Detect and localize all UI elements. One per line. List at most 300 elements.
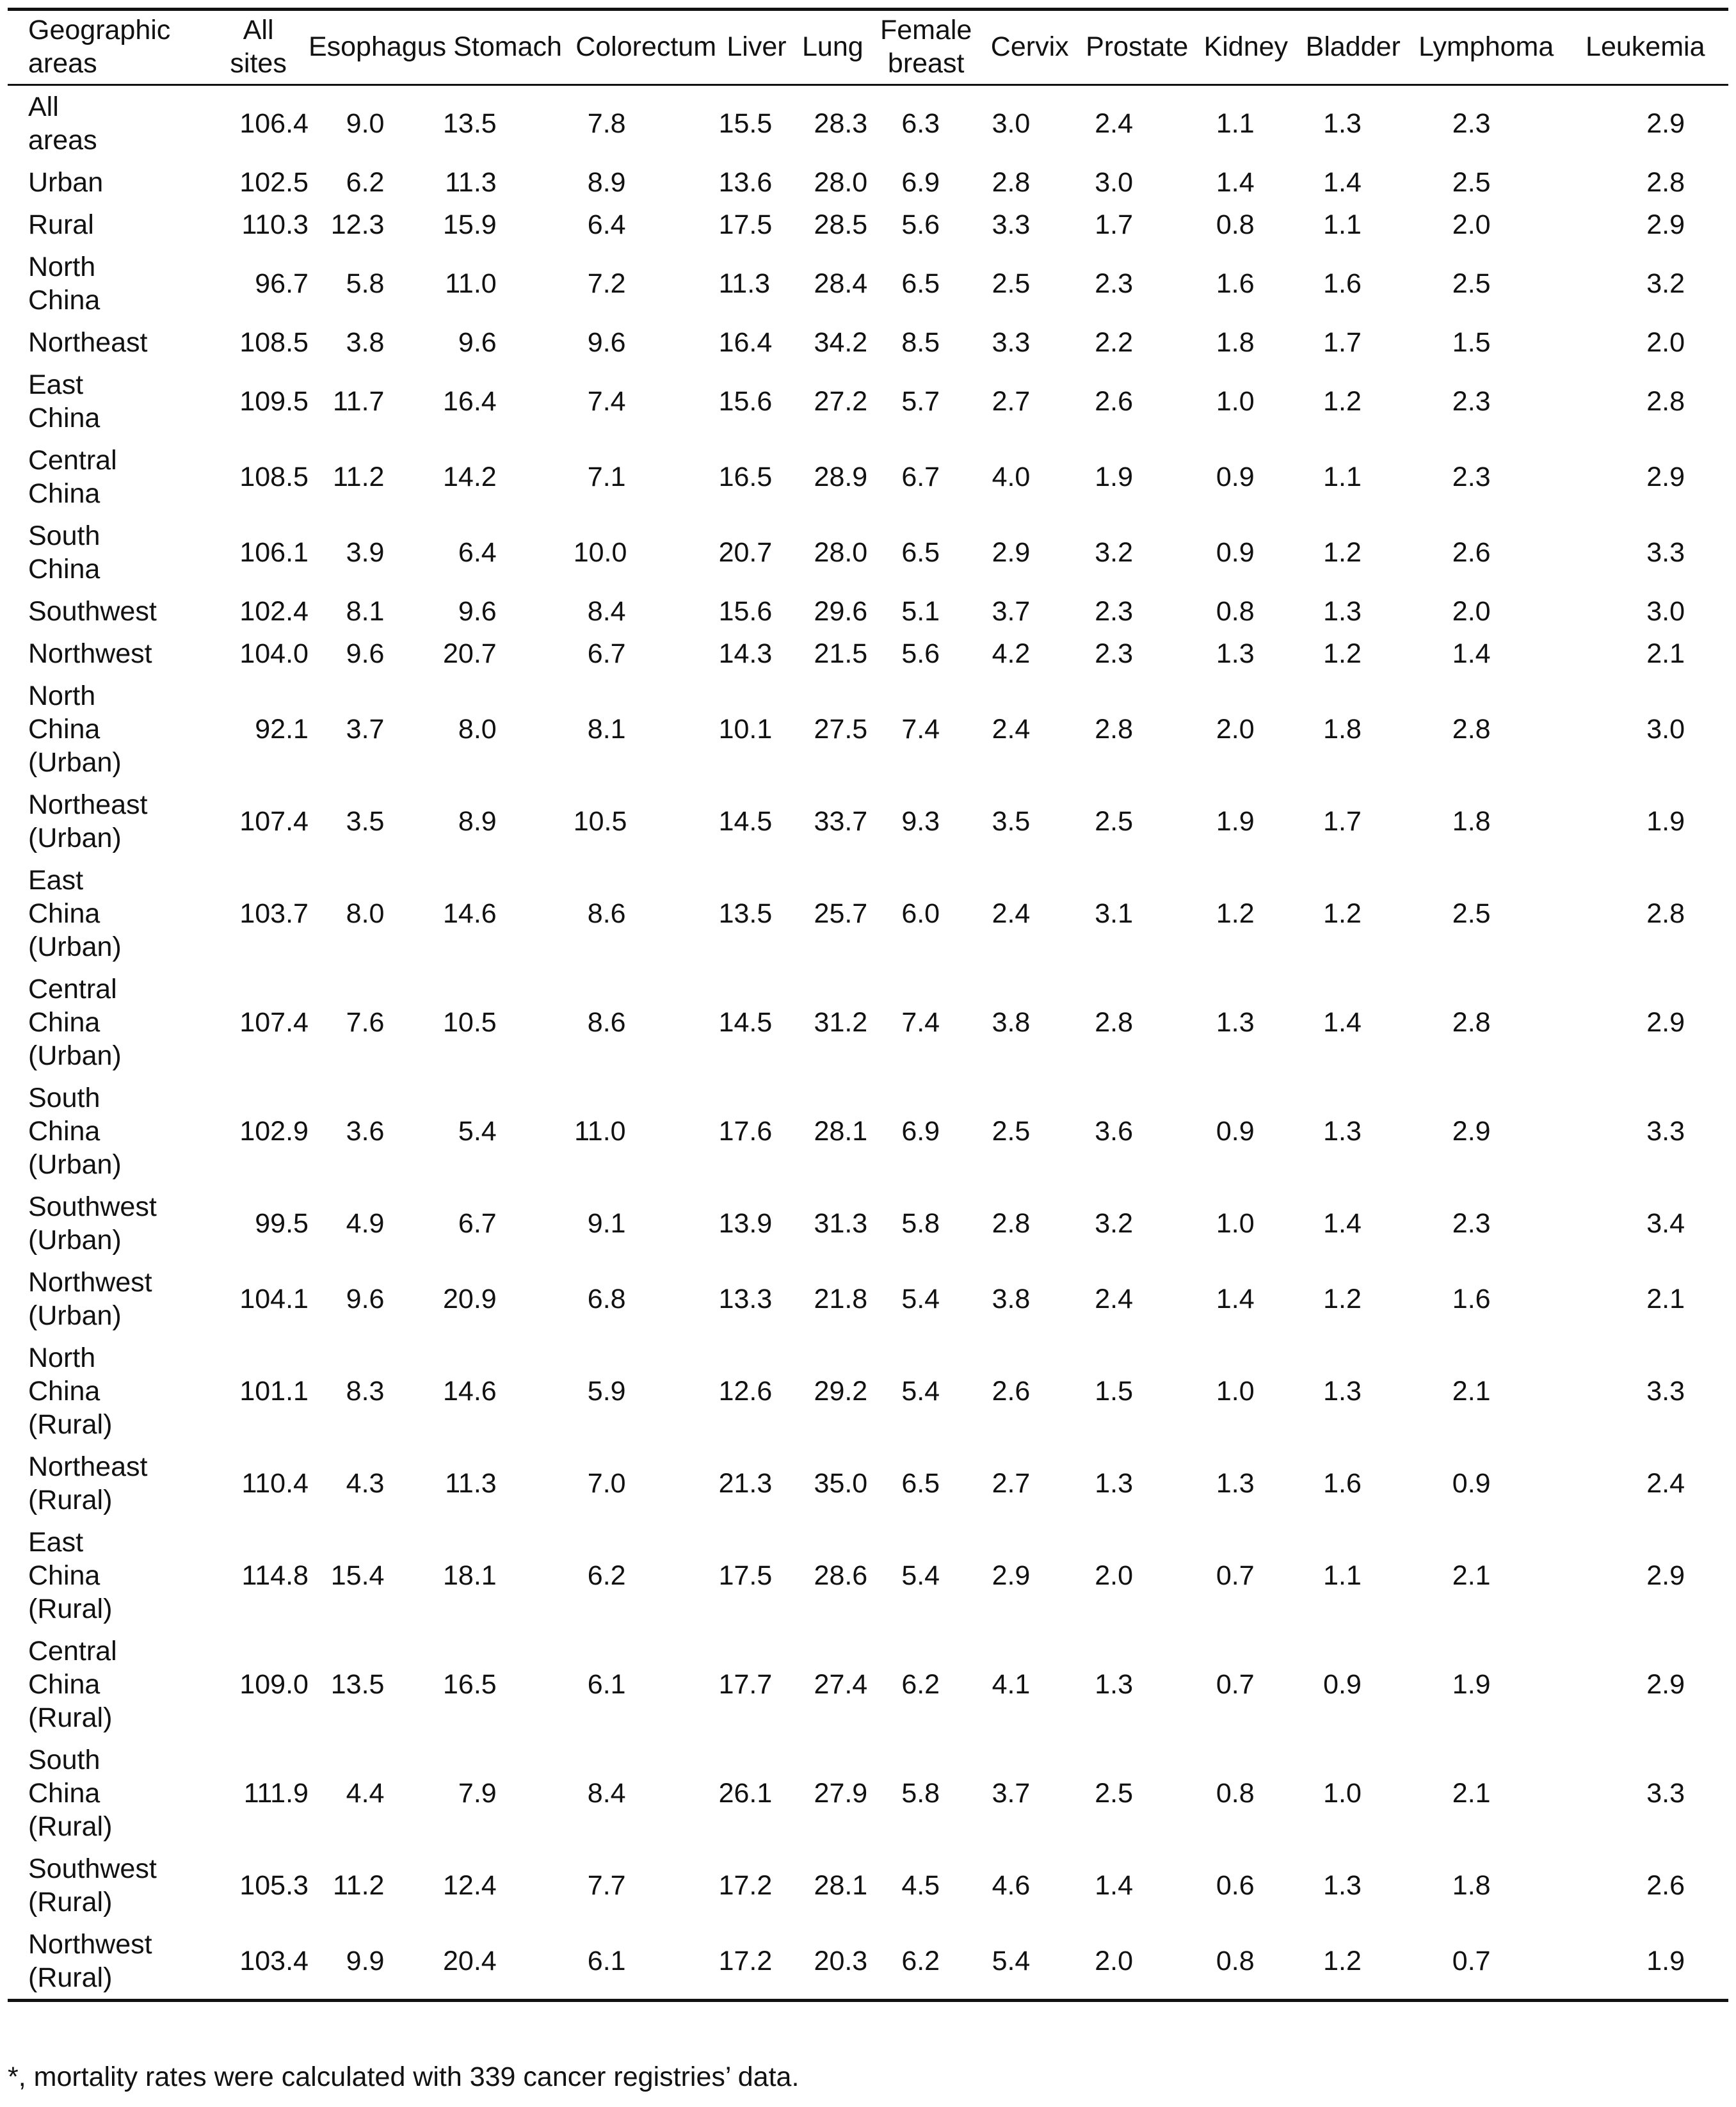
value-cell-leukemia: 3.0 xyxy=(1646,714,1685,745)
area-cell: East China xyxy=(28,369,100,433)
value-cell-all-sites: 101.1 xyxy=(239,1376,309,1407)
area-cell: Central China (Rural) xyxy=(28,1636,117,1733)
value-cell-kidney: 0.9 xyxy=(1216,537,1255,568)
area-cell: South China (Urban) xyxy=(28,1083,122,1180)
value-cell-lung: 28.9 xyxy=(814,462,868,492)
value-cell-cervix: 4.2 xyxy=(992,638,1031,669)
value-cell-lung: 31.2 xyxy=(814,1007,868,1038)
value-cell-kidney: 0.9 xyxy=(1216,1116,1255,1147)
value-cell-female-breast: 6.5 xyxy=(901,1468,940,1499)
value-cell-cervix: 2.9 xyxy=(992,537,1031,568)
table-row xyxy=(8,859,1728,968)
value-cell-lung: 25.7 xyxy=(814,898,868,929)
value-cell-esophagus: 7.6 xyxy=(346,1007,385,1038)
value-cell-liver: 14.5 xyxy=(718,806,773,837)
value-cell-bladder: 1.3 xyxy=(1323,1116,1362,1147)
value-cell-all-sites: 110.4 xyxy=(241,1468,309,1499)
value-cell-female-breast: 5.4 xyxy=(901,1376,940,1407)
value-cell-lung: 28.0 xyxy=(814,537,868,568)
table-row xyxy=(8,204,1728,246)
value-cell-esophagus: 8.3 xyxy=(346,1376,385,1407)
area-cell: Urban xyxy=(28,167,104,198)
value-cell-lymphoma: 2.5 xyxy=(1452,167,1491,198)
value-cell-prostate: 2.6 xyxy=(1095,386,1133,417)
table-row xyxy=(8,1521,1728,1630)
area-cell: Southwest (Rural) xyxy=(28,1853,157,1917)
value-cell-bladder: 0.9 xyxy=(1323,1669,1362,1700)
value-cell-esophagus: 4.9 xyxy=(346,1208,385,1239)
value-cell-stomach: 10.5 xyxy=(443,1007,497,1038)
value-cell-cervix: 4.0 xyxy=(992,462,1031,492)
value-cell-prostate: 3.2 xyxy=(1095,537,1133,568)
value-cell-stomach: 14.6 xyxy=(443,898,497,929)
table-row xyxy=(8,590,1728,633)
value-cell-lung: 21.5 xyxy=(814,638,868,669)
value-cell-female-breast: 5.8 xyxy=(901,1778,940,1809)
value-cell-kidney: 1.9 xyxy=(1216,806,1255,837)
value-cell-kidney: 1.6 xyxy=(1216,268,1255,299)
value-cell-esophagus: 5.8 xyxy=(346,268,385,299)
value-cell-all-sites: 107.4 xyxy=(239,806,309,837)
table-row xyxy=(8,1848,1728,1923)
table-row xyxy=(8,1739,1728,1848)
value-cell-stomach: 18.1 xyxy=(443,1560,497,1591)
value-cell-esophagus: 11.2 xyxy=(332,462,385,492)
value-cell-colorectum: 7.2 xyxy=(587,268,626,299)
value-cell-bladder: 1.8 xyxy=(1323,714,1362,745)
value-cell-kidney: 1.0 xyxy=(1216,386,1255,417)
value-cell-esophagus: 3.6 xyxy=(346,1116,385,1147)
value-cell-colorectum: 8.9 xyxy=(587,167,626,198)
mortality-table xyxy=(8,8,1728,2002)
column-header-liver: Liver xyxy=(719,10,795,85)
column-header-lung: Lung xyxy=(794,10,871,85)
value-cell-kidney: 2.0 xyxy=(1216,714,1255,745)
area-cell: East China (Rural) xyxy=(28,1527,113,1624)
value-cell-stomach: 14.6 xyxy=(443,1376,497,1407)
value-cell-all-sites: 108.5 xyxy=(239,462,309,492)
value-cell-leukemia: 2.8 xyxy=(1646,898,1685,929)
table-body xyxy=(8,85,1728,2001)
area-cell: South China xyxy=(28,521,100,585)
value-cell-colorectum: 9.1 xyxy=(587,1208,626,1239)
value-cell-lymphoma: 2.3 xyxy=(1452,386,1491,417)
value-cell-bladder: 1.2 xyxy=(1323,386,1362,417)
value-cell-cervix: 3.3 xyxy=(992,209,1031,240)
value-cell-cervix: 2.4 xyxy=(992,898,1031,929)
value-cell-female-breast: 5.6 xyxy=(901,638,940,669)
value-cell-colorectum: 11.0 xyxy=(574,1116,626,1147)
value-cell-colorectum: 7.0 xyxy=(587,1468,626,1499)
value-cell-colorectum: 6.1 xyxy=(587,1669,626,1700)
value-cell-stomach: 7.9 xyxy=(458,1778,497,1809)
value-cell-lung: 28.0 xyxy=(814,167,868,198)
value-cell-esophagus: 13.5 xyxy=(330,1669,385,1700)
value-cell-liver: 12.6 xyxy=(718,1376,773,1407)
value-cell-kidney: 1.2 xyxy=(1216,898,1255,929)
value-cell-cervix: 3.5 xyxy=(992,806,1031,837)
value-cell-bladder: 1.1 xyxy=(1323,462,1362,492)
value-cell-bladder: 1.4 xyxy=(1323,167,1362,198)
value-cell-female-breast: 5.4 xyxy=(901,1284,940,1314)
value-cell-cervix: 2.4 xyxy=(992,714,1031,745)
value-cell-leukemia: 2.9 xyxy=(1646,1007,1685,1038)
value-cell-colorectum: 6.7 xyxy=(587,638,626,669)
value-cell-stomach: 11.3 xyxy=(445,167,497,198)
value-cell-leukemia: 2.6 xyxy=(1646,1870,1685,1901)
value-cell-lymphoma: 2.8 xyxy=(1452,714,1491,745)
value-cell-stomach: 9.6 xyxy=(458,327,497,358)
value-cell-liver: 13.9 xyxy=(718,1208,773,1239)
value-cell-prostate: 3.6 xyxy=(1095,1116,1133,1147)
value-cell-kidney: 1.3 xyxy=(1216,1007,1255,1038)
value-cell-all-sites: 105.3 xyxy=(239,1870,309,1901)
area-cell: North China (Rural) xyxy=(28,1343,113,1440)
value-cell-prostate: 2.0 xyxy=(1078,1923,1196,2001)
table-header-row xyxy=(8,10,1728,85)
area-cell: Southwest (Urban) xyxy=(28,1191,157,1255)
value-cell-prostate: 2.3 xyxy=(1095,268,1133,299)
value-cell-prostate: 3.1 xyxy=(1095,898,1133,929)
value-cell-prostate: 2.5 xyxy=(1095,806,1133,837)
value-cell-stomach: 8.9 xyxy=(458,806,497,837)
value-cell-lung: 28.3 xyxy=(814,108,868,139)
value-cell-colorectum: 8.4 xyxy=(587,596,626,627)
value-cell-kidney: 1.3 xyxy=(1216,638,1255,669)
value-cell-bladder: 1.2 xyxy=(1323,1284,1362,1314)
table-row xyxy=(8,246,1728,321)
value-cell-liver: 14.5 xyxy=(718,1007,773,1038)
area-cell: North China xyxy=(28,252,100,316)
value-cell-cervix: 3.3 xyxy=(992,327,1031,358)
table-row xyxy=(8,633,1728,675)
value-cell-liver: 21.3 xyxy=(718,1468,773,1499)
value-cell-kidney: 1.4 xyxy=(1216,167,1255,198)
value-cell-leukemia: 2.9 xyxy=(1646,1560,1685,1591)
table-row xyxy=(8,364,1728,439)
value-cell-leukemia: 3.0 xyxy=(1646,596,1685,627)
value-cell-bladder: 1.2 xyxy=(1323,898,1362,929)
value-cell-lymphoma: 2.9 xyxy=(1452,1116,1491,1147)
value-cell-liver: 16.5 xyxy=(718,462,773,492)
value-cell-lung: 33.7 xyxy=(814,806,868,837)
value-cell-bladder: 1.2 xyxy=(1296,1923,1410,2001)
column-header-geographic-areas: Geographic areas xyxy=(8,10,208,85)
column-header-bladder: Bladder xyxy=(1296,10,1410,85)
value-cell-female-breast: 9.3 xyxy=(901,806,940,837)
value-cell-lymphoma: 2.1 xyxy=(1452,1376,1491,1407)
value-cell-prostate: 2.3 xyxy=(1095,596,1133,627)
value-cell-female-breast: 6.2 xyxy=(901,1669,940,1700)
value-cell-stomach: 20.7 xyxy=(443,638,497,669)
value-cell-cervix: 2.7 xyxy=(992,1468,1031,1499)
value-cell-lung: 28.4 xyxy=(814,268,868,299)
value-cell-all-sites: 102.4 xyxy=(239,596,309,627)
value-cell-female-breast: 7.4 xyxy=(901,714,940,745)
value-cell-stomach: 14.2 xyxy=(443,462,497,492)
area-cell: East China (Urban) xyxy=(28,865,122,962)
value-cell-prostate: 1.4 xyxy=(1095,1870,1133,1901)
value-cell-colorectum: 5.9 xyxy=(587,1376,626,1407)
footnote: *, mortality rates were calculated with 339 cancer registries’ data. xyxy=(8,2062,800,2092)
value-cell-lymphoma: 1.4 xyxy=(1452,638,1491,669)
value-cell-lymphoma: 1.6 xyxy=(1452,1284,1491,1314)
value-cell-female-breast: 4.5 xyxy=(901,1870,940,1901)
value-cell-lymphoma: 1.8 xyxy=(1452,1870,1491,1901)
value-cell-prostate: 3.2 xyxy=(1095,1208,1133,1239)
value-cell-leukemia: 2.9 xyxy=(1646,1669,1685,1700)
value-cell-all-sites: 107.4 xyxy=(239,1007,309,1038)
value-cell-leukemia: 2.1 xyxy=(1646,638,1685,669)
table-row xyxy=(8,675,1728,784)
value-cell-female-breast: 8.5 xyxy=(901,327,940,358)
value-cell-liver: 14.3 xyxy=(718,638,773,669)
value-cell-female-breast: 6.9 xyxy=(901,1116,940,1147)
value-cell-bladder: 1.6 xyxy=(1323,268,1362,299)
value-cell-stomach: 16.5 xyxy=(443,1669,497,1700)
value-cell-lung: 28.5 xyxy=(814,209,868,240)
value-cell-esophagus: 4.4 xyxy=(346,1778,385,1809)
value-cell-esophagus: 3.9 xyxy=(346,537,385,568)
value-cell-bladder: 1.4 xyxy=(1323,1007,1362,1038)
value-cell-lymphoma: 2.3 xyxy=(1452,108,1491,139)
value-cell-female-breast: 6.3 xyxy=(901,108,940,139)
value-cell-lymphoma: 2.3 xyxy=(1452,462,1491,492)
area-cell: Central China xyxy=(28,445,117,509)
value-cell-all-sites: 104.0 xyxy=(239,638,309,669)
value-cell-lymphoma: 2.3 xyxy=(1452,1208,1491,1239)
value-cell-liver: 17.7 xyxy=(718,1669,773,1700)
value-cell-leukemia: 2.1 xyxy=(1646,1284,1685,1314)
value-cell-lung: 20.3 xyxy=(794,1923,871,2001)
value-cell-liver: 13.5 xyxy=(718,898,773,929)
area-cell: Northwest xyxy=(28,638,152,669)
column-header-colorectum: Colorectum xyxy=(574,10,719,85)
value-cell-bladder: 1.7 xyxy=(1323,327,1362,358)
value-cell-lung: 27.9 xyxy=(814,1778,868,1809)
value-cell-esophagus: 11.7 xyxy=(332,386,385,417)
area-cell: Northeast (Rural) xyxy=(28,1451,148,1515)
value-cell-lymphoma: 2.5 xyxy=(1452,898,1491,929)
value-cell-prostate: 2.2 xyxy=(1095,327,1133,358)
value-cell-esophagus: 3.8 xyxy=(346,327,385,358)
value-cell-leukemia: 3.3 xyxy=(1646,1778,1685,1809)
value-cell-leukemia: 2.9 xyxy=(1646,462,1685,492)
value-cell-esophagus: 9.6 xyxy=(346,638,385,669)
value-cell-liver: 10.1 xyxy=(718,714,773,745)
value-cell-colorectum: 8.1 xyxy=(587,714,626,745)
value-cell-all-sites: 109.5 xyxy=(239,386,309,417)
value-cell-bladder: 1.1 xyxy=(1323,1560,1362,1591)
value-cell-all-sites: 104.1 xyxy=(239,1284,309,1314)
value-cell-stomach: 11.0 xyxy=(445,268,497,299)
value-cell-all-sites: 114.8 xyxy=(241,1560,309,1591)
value-cell-lung: 29.2 xyxy=(814,1376,868,1407)
value-cell-esophagus: 15.4 xyxy=(330,1560,385,1591)
value-cell-lymphoma: 1.8 xyxy=(1452,806,1491,837)
table-row xyxy=(8,1446,1728,1521)
value-cell-liver: 17.5 xyxy=(718,1560,773,1591)
value-cell-stomach: 20.9 xyxy=(443,1284,497,1314)
area-cell: Rural xyxy=(28,209,94,240)
value-cell-female-breast: 7.4 xyxy=(901,1007,940,1038)
value-cell-cervix: 3.7 xyxy=(992,1778,1031,1809)
value-cell-cervix: 2.8 xyxy=(992,1208,1031,1239)
value-cell-cervix: 2.7 xyxy=(992,386,1031,417)
column-header-female-breast: Female breast xyxy=(871,10,981,85)
value-cell-prostate: 2.0 xyxy=(1095,1560,1133,1591)
value-cell-kidney: 0.8 xyxy=(1216,1778,1255,1809)
value-cell-lymphoma: 2.0 xyxy=(1452,596,1491,627)
value-cell-esophagus: 11.2 xyxy=(332,1870,385,1901)
value-cell-lung: 28.1 xyxy=(814,1116,868,1147)
value-cell-female-breast: 6.5 xyxy=(901,268,940,299)
value-cell-cervix: 3.0 xyxy=(992,108,1031,139)
value-cell-cervix: 3.8 xyxy=(992,1284,1031,1314)
value-cell-leukemia: 2.8 xyxy=(1646,167,1685,198)
value-cell-all-sites: 92.1 xyxy=(255,714,309,745)
value-cell-bladder: 1.7 xyxy=(1323,806,1362,837)
value-cell-cervix: 5.4 xyxy=(981,1923,1078,2001)
value-cell-cervix: 4.6 xyxy=(992,1870,1031,1901)
value-cell-female-breast: 5.8 xyxy=(901,1208,940,1239)
value-cell-colorectum: 10.5 xyxy=(573,806,627,837)
value-cell-cervix: 2.6 xyxy=(992,1376,1031,1407)
value-cell-esophagus: 4.3 xyxy=(346,1468,385,1499)
column-header-esophagus: Esophagus xyxy=(309,10,442,85)
value-cell-lung: 34.2 xyxy=(814,327,868,358)
table-row xyxy=(8,85,1728,162)
value-cell-cervix: 2.5 xyxy=(992,268,1031,299)
value-cell-kidney: 0.8 xyxy=(1196,1923,1296,2001)
value-cell-all-sites: 106.1 xyxy=(239,537,309,568)
value-cell-stomach: 8.0 xyxy=(458,714,497,745)
value-cell-kidney: 0.9 xyxy=(1216,462,1255,492)
value-cell-prostate: 2.4 xyxy=(1095,1284,1133,1314)
value-cell-liver: 13.6 xyxy=(718,167,773,198)
value-cell-liver: 17.2 xyxy=(718,1870,773,1901)
value-cell-lung: 28.6 xyxy=(814,1560,868,1591)
value-cell-stomach: 16.4 xyxy=(443,386,497,417)
value-cell-colorectum: 6.2 xyxy=(587,1560,626,1591)
value-cell-female-breast: 6.7 xyxy=(901,462,940,492)
value-cell-esophagus: 8.1 xyxy=(346,596,385,627)
value-cell-bladder: 1.3 xyxy=(1323,1870,1362,1901)
value-cell-female-breast: 5.4 xyxy=(901,1560,940,1591)
value-cell-esophagus: 9.0 xyxy=(346,108,385,139)
value-cell-bladder: 1.3 xyxy=(1323,108,1362,139)
value-cell-leukemia: 2.4 xyxy=(1646,1468,1685,1499)
value-cell-liver: 17.6 xyxy=(718,1116,773,1147)
value-cell-liver: 15.6 xyxy=(718,596,773,627)
value-cell-prostate: 1.7 xyxy=(1095,209,1133,240)
value-cell-cervix: 3.8 xyxy=(992,1007,1031,1038)
value-cell-kidney: 0.7 xyxy=(1216,1669,1255,1700)
table-row xyxy=(8,784,1728,859)
value-cell-colorectum: 9.6 xyxy=(587,327,626,358)
column-header-kidney: Kidney xyxy=(1196,10,1296,85)
area-cell: Northwest (Rural) xyxy=(8,1923,208,2001)
value-cell-leukemia: 2.8 xyxy=(1646,386,1685,417)
value-cell-all-sites: 103.7 xyxy=(239,898,309,929)
value-cell-all-sites: 96.7 xyxy=(255,268,309,299)
value-cell-leukemia: 3.3 xyxy=(1646,1376,1685,1407)
value-cell-kidney: 0.8 xyxy=(1216,596,1255,627)
value-cell-female-breast: 6.9 xyxy=(901,167,940,198)
area-cell: North China (Urban) xyxy=(28,681,122,778)
value-cell-bladder: 1.2 xyxy=(1323,537,1362,568)
column-header-cervix: Cervix xyxy=(981,10,1078,85)
value-cell-lung: 31.3 xyxy=(814,1208,868,1239)
value-cell-female-breast: 5.7 xyxy=(901,386,940,417)
value-cell-leukemia: 2.9 xyxy=(1646,108,1685,139)
value-cell-lung: 29.6 xyxy=(814,596,868,627)
value-cell-prostate: 1.3 xyxy=(1095,1468,1133,1499)
value-cell-stomach: 6.7 xyxy=(458,1208,497,1239)
value-cell-kidney: 0.8 xyxy=(1216,209,1255,240)
table-row xyxy=(8,1337,1728,1446)
value-cell-all-sites: 99.5 xyxy=(255,1208,309,1239)
value-cell-lymphoma: 1.5 xyxy=(1452,327,1491,358)
value-cell-leukemia: 1.9 xyxy=(1646,806,1685,837)
area-cell: South China (Rural) xyxy=(28,1745,113,1842)
value-cell-colorectum: 7.8 xyxy=(587,108,626,139)
table-row xyxy=(8,321,1728,364)
value-cell-kidney: 0.6 xyxy=(1216,1870,1255,1901)
value-cell-kidney: 1.4 xyxy=(1216,1284,1255,1314)
value-cell-liver: 26.1 xyxy=(718,1778,773,1809)
value-cell-cervix: 2.8 xyxy=(992,167,1031,198)
column-header-leukemia: Leukemia xyxy=(1563,10,1728,85)
value-cell-kidney: 1.0 xyxy=(1216,1208,1255,1239)
column-header-lymphoma: Lymphoma xyxy=(1410,10,1563,85)
value-cell-prostate: 1.5 xyxy=(1095,1376,1133,1407)
value-cell-colorectum: 7.7 xyxy=(587,1870,626,1901)
value-cell-liver: 15.6 xyxy=(718,386,773,417)
area-cell: Northwest (Urban) xyxy=(28,1267,152,1331)
value-cell-lymphoma: 2.6 xyxy=(1452,537,1491,568)
value-cell-lung: 28.1 xyxy=(814,1870,868,1901)
value-cell-bladder: 1.4 xyxy=(1323,1208,1362,1239)
value-cell-all-sites: 110.3 xyxy=(241,209,309,240)
value-cell-liver: 17.2 xyxy=(719,1923,795,2001)
value-cell-leukemia: 3.3 xyxy=(1646,1116,1685,1147)
value-cell-prostate: 2.3 xyxy=(1095,638,1133,669)
value-cell-all-sites: 103.4 xyxy=(208,1923,309,2001)
value-cell-female-breast: 6.0 xyxy=(901,898,940,929)
area-cell: Northeast (Urban) xyxy=(28,789,148,853)
value-cell-liver: 15.5 xyxy=(718,108,773,139)
value-cell-stomach: 5.4 xyxy=(458,1116,497,1147)
value-cell-all-sites: 109.0 xyxy=(239,1669,309,1700)
value-cell-female-breast: 5.1 xyxy=(901,596,940,627)
value-cell-kidney: 1.8 xyxy=(1216,327,1255,358)
value-cell-esophagus: 9.6 xyxy=(346,1284,385,1314)
value-cell-prostate: 1.9 xyxy=(1095,462,1133,492)
value-cell-lung: 27.5 xyxy=(814,714,868,745)
value-cell-esophagus: 12.3 xyxy=(330,209,385,240)
value-cell-prostate: 3.0 xyxy=(1095,167,1133,198)
value-cell-bladder: 1.6 xyxy=(1323,1468,1362,1499)
value-cell-lymphoma: 0.9 xyxy=(1452,1468,1491,1499)
table-row xyxy=(8,1630,1728,1739)
value-cell-leukemia: 1.9 xyxy=(1563,1923,1728,2001)
value-cell-kidney: 0.7 xyxy=(1216,1560,1255,1591)
value-cell-lymphoma: 2.0 xyxy=(1452,209,1491,240)
value-cell-bladder: 1.3 xyxy=(1323,596,1362,627)
area-cell: Central China (Urban) xyxy=(28,974,122,1071)
table-row xyxy=(8,1186,1728,1261)
